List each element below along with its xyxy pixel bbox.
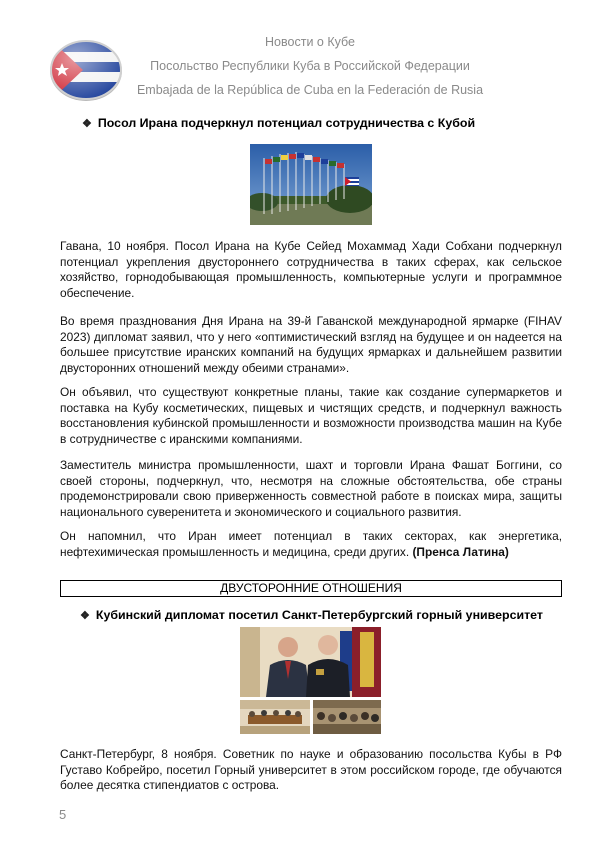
article1-headline [82,116,475,130]
diamond-bullet-icon: ❖ [82,117,92,130]
header-title: Новости о Кубе [265,35,355,49]
page-header [120,30,500,102]
article1-photo-flags [250,144,372,225]
article2-headline [80,608,543,622]
article1-paragraph-2: Во время празднования Дня Ирана на 39-й Гаванской международной ярмарке (FIHAV 2023) дипломат заявил, что у него «оптимистический взгляд на будущее и он надеется на большее присутствие иранских компаний на будущих ярмарках и дальнейшем развитии двусторонних отношений между обеими странами». [60,314,562,375]
article2-title: Кубинский дипломат посетил Санкт-Петербургский горный университет [95,608,543,622]
article1-paragraph-4: Заместитель министра промышленности, шахт и торговли Ирана Фашат Боггини, со своей стороны, подчеркнул, что, несмотря на сложные обстоятельства, обе страны продемонстрировали свою приверженность совместной работе в поисках мира, защиты национального суверенитета и экономического и социального развития. [60,458,562,519]
header-embassy-es: Embajada de la República de Cuba en la Federación de Rusia [136,83,484,97]
article2-photo-portrait [240,627,381,697]
article1-title: Посол Ирана подчеркнул потенциал сотрудничества с Кубой [97,116,476,130]
cuba-flag-logo [49,38,123,102]
article1-source: (Пренса Латина) [412,544,509,559]
article1-p5-text: Он напомнил, что Иран имеет потенциал в таких секторах, как энергетика, нефтехимическая промышленность и медицина, среди других. [60,529,562,559]
page-number: 5 [59,807,67,822]
header-embassy-ru: Посольство Республики Куба в Российской Федерации [150,59,470,73]
article2-paragraph-1: Санкт-Петербург, 8 ноября. Советник по науке и образованию посольства Кубы в РФ Густаво Кобрейро, посетил Горный университет в этом российском городе, где обучаются более десятка стипендиатов с острова. [60,747,562,793]
section-heading-bilateral: ДВУСТОРОННИЕ ОТНОШЕНИЯ [60,580,562,597]
article2-photo-meeting-1 [240,700,310,734]
article1-paragraph-3: Он объявил, что существуют конкретные планы, такие как создание супермаркетов и поставка на Кубу косметических, пищевых и чистящих средств, и подчеркнул важность восстановления кубинской промышленности и возможности производства машин на Кубе в сотрудничестве с иранскими компаниями. [60,385,562,446]
article1-paragraph-1: Гавана, 10 ноября. Посол Ирана на Кубе Сейед Мохаммад Хади Собхани подчеркнул потенциал укрепления двустороннего сотрудничества в таких сферах, как сельское хозяйство, горнодобывающая промышленность, компьютерные услуги и программное обеспечение. [60,239,562,300]
article2-photo-meeting-2 [313,700,381,734]
diamond-bullet-icon: ❖ [80,609,90,622]
article1-paragraph-5 [60,529,562,560]
